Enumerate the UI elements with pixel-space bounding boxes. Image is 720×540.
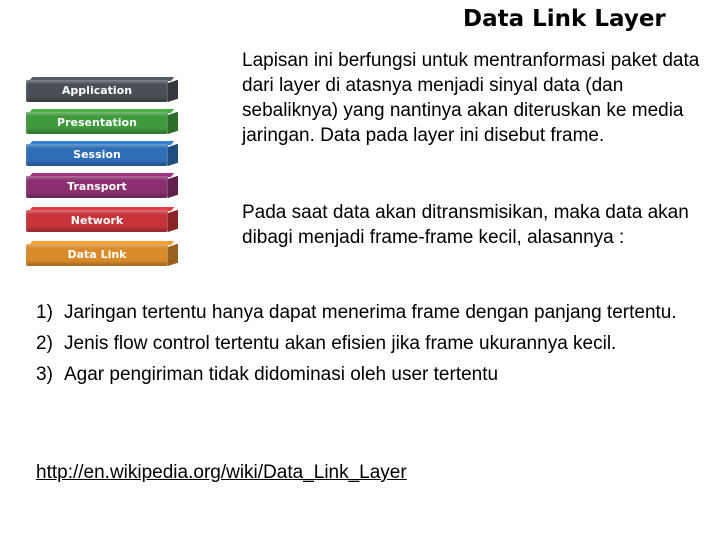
layer-side-face xyxy=(168,176,178,198)
osi-layer-stack xyxy=(18,72,228,278)
list-text: Jenis flow control tertentu akan efisien jika frame ukurannya kecil. xyxy=(64,333,617,354)
list-item xyxy=(36,331,696,356)
list-text: Agar pengiriman tidak didominasi oleh user tertentu xyxy=(64,364,499,385)
layer-session xyxy=(26,144,168,168)
layer-side-face xyxy=(168,80,178,102)
layer-side-face xyxy=(168,144,178,166)
layer-label: Application xyxy=(26,80,168,102)
layer-application xyxy=(26,80,168,104)
description-paragraph: Lapisan ini berfungsi untuk mentranformasi paket data dari layer di atasnya menjadi sinyal data (dan sebaliknya) yang nantinya akan diteruskan ke media jaringan. Data pada layer ini disebut frame. xyxy=(242,50,700,146)
layer-transport xyxy=(26,176,168,200)
layer-label: Network xyxy=(26,210,168,232)
layer-side-face xyxy=(168,112,178,134)
list-text: Jaringan tertentu hanya dapat menerima frame dengan panjang tertentu. xyxy=(64,302,677,323)
reasons-list xyxy=(36,300,696,393)
layer-label: Presentation xyxy=(26,112,168,134)
layer-data-link xyxy=(26,244,168,268)
layer-label: Session xyxy=(26,144,168,166)
layer-label: Transport xyxy=(26,176,168,198)
layer-presentation xyxy=(26,112,168,136)
list-number: 2) xyxy=(36,333,53,354)
slide-title: Data Link Layer xyxy=(463,6,666,32)
list-item xyxy=(36,362,696,387)
list-item xyxy=(36,300,696,325)
layer-side-face xyxy=(168,210,178,232)
layer-side-face xyxy=(168,244,178,266)
list-number: 3) xyxy=(36,364,53,385)
transmission-paragraph: Pada saat data akan ditransmisikan, maka data akan dibagi menjadi frame-frame kecil, alasannya : xyxy=(242,202,689,248)
list-number: 1) xyxy=(36,302,53,323)
layer-network xyxy=(26,210,168,234)
layer-label: Data Link xyxy=(26,244,168,266)
wikipedia-link[interactable]: http://en.wikipedia.org/wiki/Data_Link_Layer xyxy=(36,462,407,483)
